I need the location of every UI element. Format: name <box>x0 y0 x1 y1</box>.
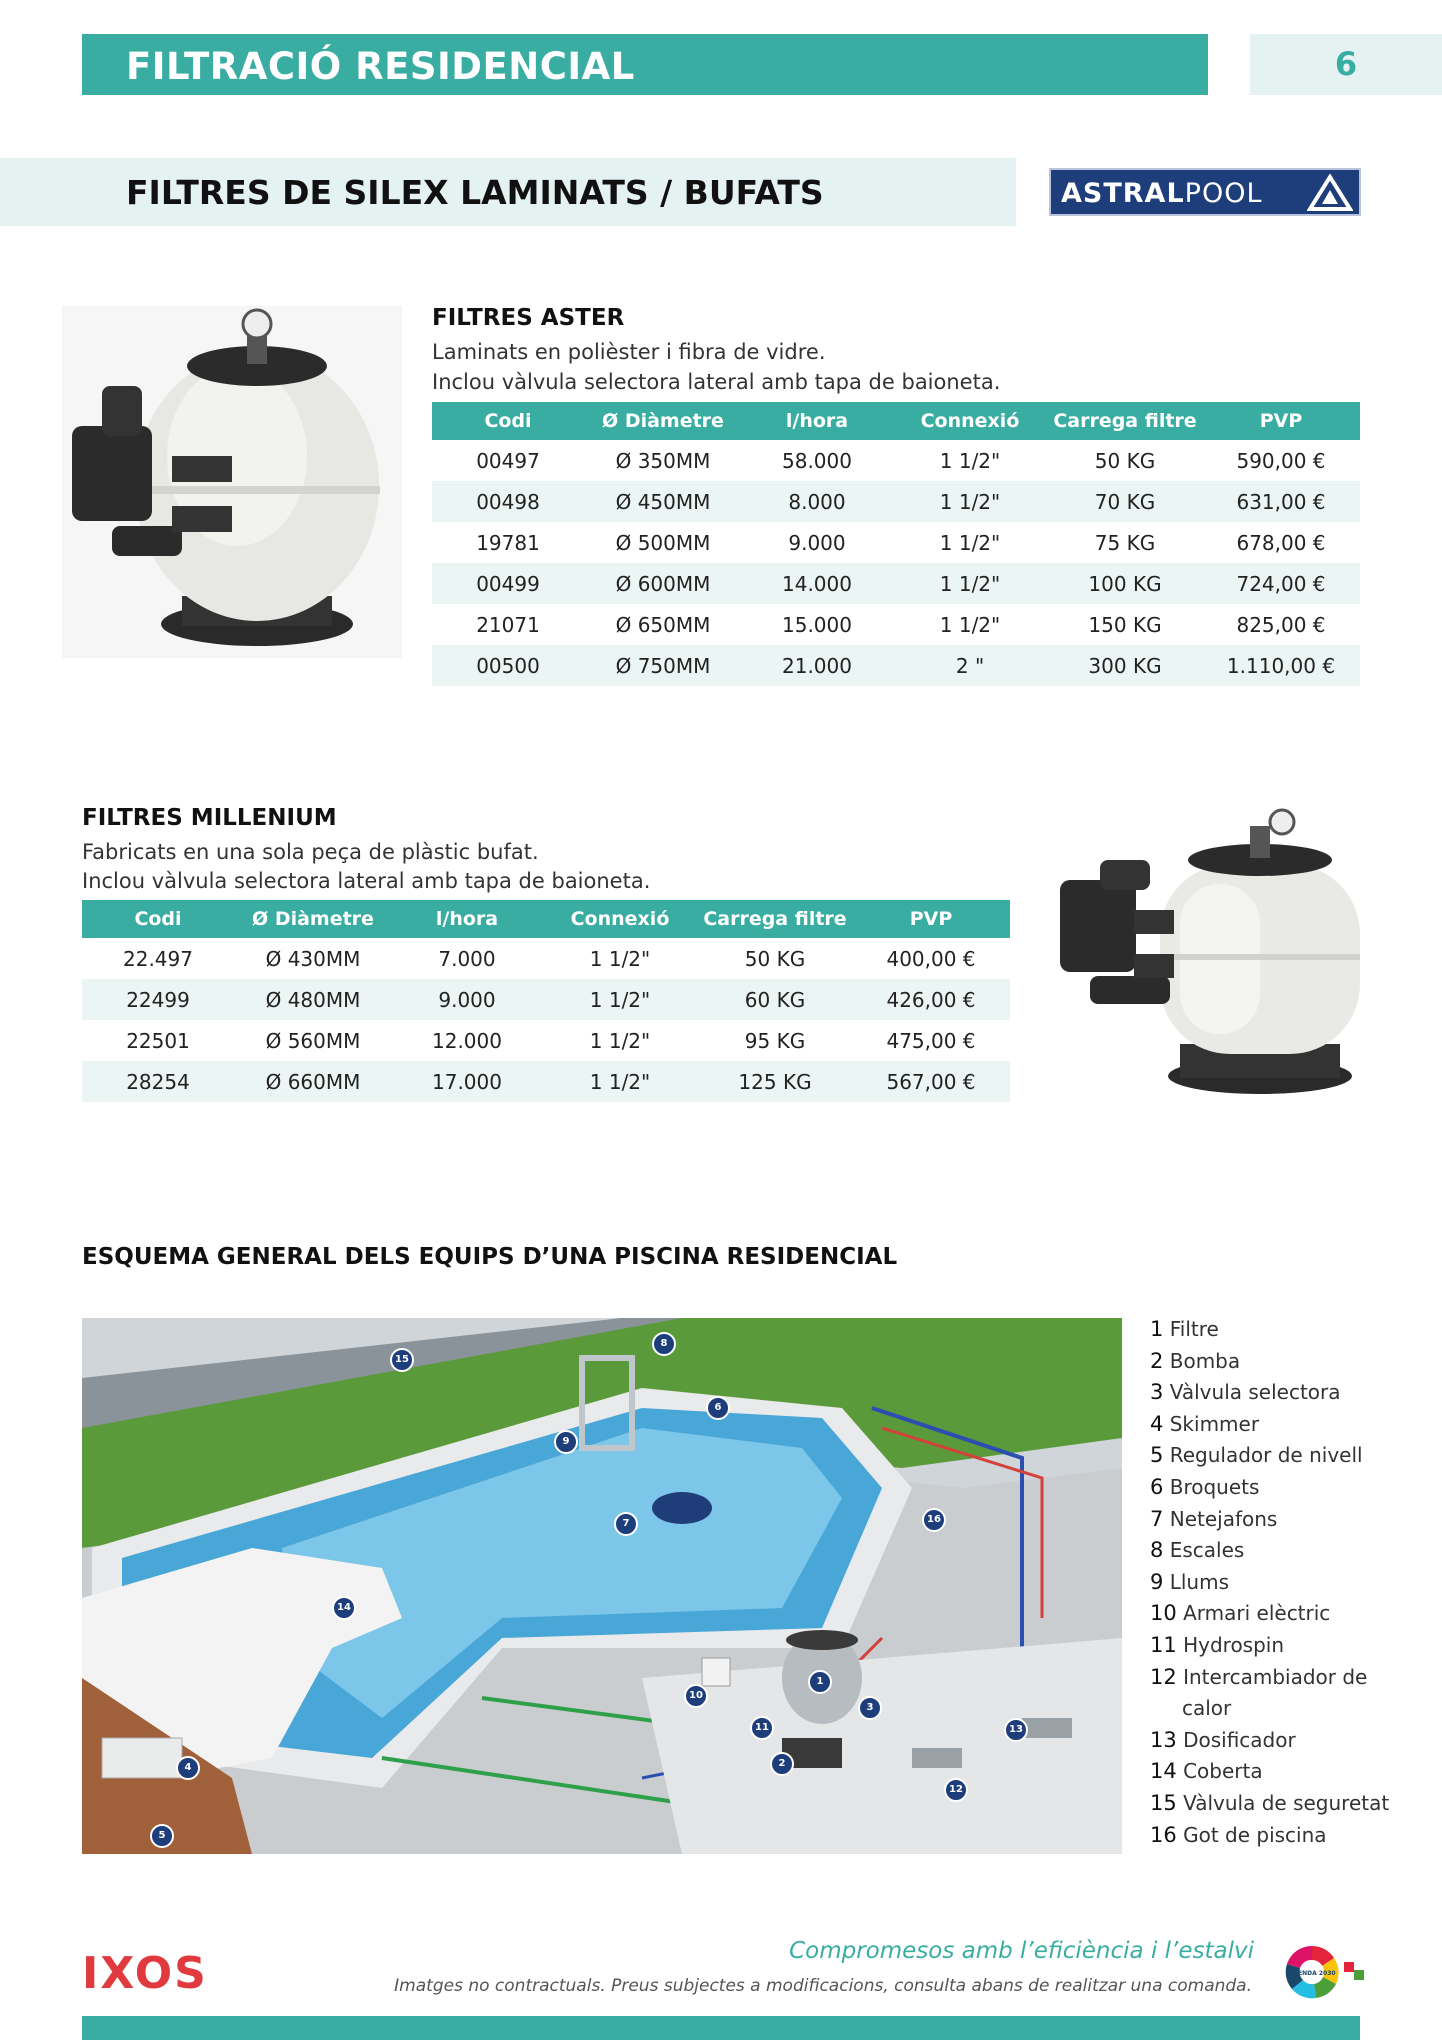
column-header-lhora: l/hora <box>392 900 542 938</box>
table-row <box>432 604 1360 645</box>
cell-carrega: 60 KG <box>698 979 852 1020</box>
legend-number: 6 <box>1150 1474 1164 1499</box>
millenium-filter-image <box>1050 804 1380 1104</box>
cell-pvp: 825,00 € <box>1236 612 1326 637</box>
cell-carrega: 150 KG <box>1088 612 1162 637</box>
scheme-marker: 11 <box>750 1716 774 1740</box>
cell-connexio: 2 " <box>892 645 1048 686</box>
table-row <box>82 938 1010 979</box>
cell-pvp: 1.110,00 € <box>1202 645 1360 686</box>
table-row <box>432 481 1360 522</box>
column-header-codi: Codi <box>432 402 584 440</box>
legend-label: calor <box>1182 1696 1232 1721</box>
scheme-marker: 10 <box>684 1684 708 1708</box>
scheme-title: ESQUEMA GENERAL DELS EQUIPS D’UNA PISCINA RESIDENCIAL <box>82 1244 898 1270</box>
column-header-diametre: Ø Diàmetre <box>234 900 392 938</box>
cell-connexio: 1 1/2" <box>589 946 651 971</box>
legend-number: 4 <box>1150 1411 1164 1436</box>
agenda-2030-logo <box>1280 1940 1364 2008</box>
legend-item <box>1150 1567 1389 1599</box>
scheme-marker: 8 <box>652 1332 676 1356</box>
pool-scheme-illustration <box>82 1318 1122 1854</box>
scheme-marker: 13 <box>1004 1718 1028 1742</box>
scheme-marker: 7 <box>614 1512 638 1536</box>
cell-carrega: 50 KG <box>1094 448 1156 473</box>
cell-connexio: 1 1/2" <box>939 612 1001 637</box>
cell-connexio: 1 1/2" <box>939 530 1001 555</box>
legend-label: Got de piscina <box>1183 1822 1327 1847</box>
cell-codi: 00499 <box>432 563 584 604</box>
legend-label: Hydrospin <box>1183 1632 1285 1657</box>
aster-title: FILTRES ASTER <box>432 305 625 331</box>
aster-table <box>432 402 1360 686</box>
legend-label: Bomba <box>1169 1348 1241 1373</box>
cell-codi: 19781 <box>476 530 540 555</box>
cell-lhora: 17.000 <box>392 1061 542 1102</box>
sdg-wheel-icon <box>1280 1940 1364 2004</box>
column-header-connexio: Connexió <box>542 900 698 938</box>
cell-carrega: 75 KG <box>1094 530 1156 555</box>
legend-item <box>1150 1377 1389 1409</box>
scheme-marker: 6 <box>706 1396 730 1420</box>
table-row <box>432 522 1360 563</box>
legend-item <box>1150 1440 1389 1472</box>
scheme-marker: 12 <box>944 1778 968 1802</box>
legend-number: 14 <box>1150 1759 1177 1784</box>
cell-carrega: 95 KG <box>744 1028 806 1053</box>
cell-carrega: 100 KG <box>1048 563 1202 604</box>
legend-item <box>1150 1630 1389 1662</box>
legend-number: 3 <box>1150 1380 1164 1405</box>
cell-diametre: Ø 450MM <box>584 481 742 522</box>
legend-number: 16 <box>1150 1822 1177 1847</box>
cell-lhora: 58.000 <box>782 448 852 473</box>
scheme-marker: 4 <box>176 1756 200 1780</box>
footer-disclaimer: Imatges no contractuals. Preus subjectes a modificacions, consulta abans de realitzar una comanda. <box>394 1976 1252 1996</box>
sdg-label: AGENDA 2030 <box>1288 1970 1336 1977</box>
scheme-marker: 16 <box>922 1508 946 1532</box>
column-header-connexio: Connexió <box>892 402 1048 440</box>
brand-bold: ASTRAL <box>1061 178 1185 209</box>
cell-lhora: 21.000 <box>742 645 892 686</box>
table-row <box>82 1061 1010 1102</box>
cell-lhora: 7.000 <box>438 946 496 971</box>
legend-label: Llums <box>1169 1569 1230 1594</box>
cell-lhora: 9.000 <box>392 979 542 1020</box>
legend-number: 5 <box>1150 1443 1164 1468</box>
table-row <box>432 440 1360 481</box>
cell-connexio: 1 1/2" <box>542 1061 698 1102</box>
table-row <box>82 1020 1010 1061</box>
cell-carrega: 70 KG <box>1048 481 1202 522</box>
cell-connexio: 1 1/2" <box>892 481 1048 522</box>
legend-label: Intercambiador de <box>1183 1664 1368 1689</box>
cell-codi: 00500 <box>432 645 584 686</box>
table-header-row <box>432 402 1360 440</box>
cell-connexio: 1 1/2" <box>892 563 1048 604</box>
cell-diametre: Ø 480MM <box>234 979 392 1020</box>
cell-pvp: 475,00 € <box>886 1028 976 1053</box>
cell-codi: 22499 <box>82 979 234 1020</box>
scheme-marker: 1 <box>808 1670 832 1694</box>
table-row <box>82 979 1010 1020</box>
legend-item <box>1150 1662 1389 1694</box>
legend-label: Vàlvula selectora <box>1169 1380 1341 1405</box>
cell-pvp: 678,00 € <box>1236 530 1326 555</box>
cell-codi: 28254 <box>82 1061 234 1102</box>
cell-carrega: 50 KG <box>744 946 806 971</box>
legend-number: 9 <box>1150 1569 1164 1594</box>
legend-number: 1 <box>1150 1317 1164 1341</box>
scheme-marker: 3 <box>858 1696 882 1720</box>
legend-label: Broquets <box>1169 1474 1260 1499</box>
ixos-logo: IXOS <box>82 1948 208 1999</box>
column-header-pvp: PVP <box>852 900 1010 938</box>
cell-carrega: 125 KG <box>698 1061 852 1102</box>
legend-label: Armari elèctric <box>1183 1601 1331 1626</box>
legend-label: Coberta <box>1183 1759 1263 1784</box>
cell-connexio: 1 1/2" <box>939 448 1001 473</box>
header-bar <box>82 34 1208 95</box>
cell-diametre: Ø 560MM <box>265 1028 361 1053</box>
cell-diametre: Ø 660MM <box>234 1061 392 1102</box>
legend-label: Netejafons <box>1169 1506 1278 1531</box>
scheme-marker: 14 <box>332 1596 356 1620</box>
legend-label: Escales <box>1169 1538 1245 1563</box>
cell-lhora: 8.000 <box>742 481 892 522</box>
cell-codi: 22501 <box>126 1028 190 1053</box>
pool-scheme-drawing <box>82 1318 1122 1854</box>
table-row <box>432 563 1360 604</box>
legend-item <box>1150 1409 1389 1441</box>
page-number-box <box>1250 34 1442 95</box>
legend-number: 15 <box>1150 1790 1177 1815</box>
page-number: 6 <box>1334 45 1358 83</box>
astralpool-triangle-icon <box>1307 174 1353 212</box>
legend-item <box>1150 1693 1389 1725</box>
cell-codi: 21071 <box>476 612 540 637</box>
cell-codi: 22.497 <box>123 946 193 971</box>
legend-item <box>1150 1756 1389 1788</box>
legend-number: 12 <box>1150 1664 1177 1689</box>
cell-diametre: Ø 750MM <box>584 645 742 686</box>
legend-item <box>1150 1472 1389 1504</box>
table-header-row <box>82 900 1010 938</box>
scheme-legend <box>1150 1314 1389 1851</box>
legend-number: 13 <box>1150 1727 1177 1752</box>
column-header-carrega: Carrega filtre <box>698 900 852 938</box>
cell-pvp: 426,00 € <box>852 979 1010 1020</box>
cell-diametre: Ø 600MM <box>584 563 742 604</box>
section-title: FILTRES DE SILEX LAMINATS / BUFATS <box>126 173 824 212</box>
legend-item <box>1150 1820 1389 1852</box>
millenium-desc-1: Fabricats en una sola peça de plàstic bufat. <box>82 840 539 864</box>
section-bar <box>0 158 1016 226</box>
aster-desc-2: Inclou vàlvula selectora lateral amb tapa de baioneta. <box>432 370 1001 394</box>
table-row <box>432 645 1360 686</box>
scheme-marker: 9 <box>554 1430 578 1454</box>
aster-filter-image <box>62 306 402 658</box>
legend-number: 8 <box>1150 1538 1164 1563</box>
cell-pvp: 590,00 € <box>1236 448 1326 473</box>
legend-number: 7 <box>1150 1506 1164 1531</box>
aster-desc-1: Laminats en polièster i fibra de vidre. <box>432 340 826 364</box>
page-title: FILTRACIÓ RESIDENCIAL <box>126 45 635 88</box>
legend-item <box>1150 1535 1389 1567</box>
legend-item <box>1150 1346 1389 1378</box>
legend-number: 2 <box>1150 1348 1164 1373</box>
legend-item <box>1150 1314 1389 1346</box>
cell-codi: 00498 <box>432 481 584 522</box>
cell-pvp: 631,00 € <box>1202 481 1360 522</box>
scheme-marker: 2 <box>770 1752 794 1776</box>
millenium-title: FILTRES MILLENIUM <box>82 805 337 831</box>
legend-item <box>1150 1725 1389 1757</box>
scheme-marker: 15 <box>390 1348 414 1372</box>
column-header-codi: Codi <box>82 900 234 938</box>
cell-pvp: 400,00 € <box>886 946 976 971</box>
cell-diametre: Ø 500MM <box>615 530 711 555</box>
cell-pvp: 567,00 € <box>852 1061 1010 1102</box>
cell-connexio: 1 1/2" <box>542 979 698 1020</box>
legend-label: Skimmer <box>1169 1411 1260 1436</box>
cell-carrega: 300 KG <box>1048 645 1202 686</box>
cell-connexio: 1 1/2" <box>589 1028 651 1053</box>
brand-light: POOL <box>1184 178 1263 209</box>
cell-diametre: Ø 430MM <box>265 946 361 971</box>
cell-diametre: Ø 350MM <box>615 448 711 473</box>
column-header-diametre: Ø Diàmetre <box>584 402 742 440</box>
column-header-carrega: Carrega filtre <box>1048 402 1202 440</box>
millenium-table <box>82 900 1010 1102</box>
cell-pvp: 724,00 € <box>1202 563 1360 604</box>
legend-label: Vàlvula de seguretat <box>1183 1790 1390 1815</box>
cell-diametre: Ø 650MM <box>615 612 711 637</box>
legend-label: Regulador de nivell <box>1169 1443 1363 1468</box>
cell-lhora: 9.000 <box>788 530 846 555</box>
legend-label: Dosificador <box>1183 1727 1296 1752</box>
cell-lhora: 15.000 <box>782 612 852 637</box>
footer-slogan: Compromesos amb l’eficiència i l’estalvi <box>789 1938 1254 1964</box>
legend-label: Filtre <box>1169 1317 1219 1341</box>
legend-item <box>1150 1504 1389 1536</box>
legend-number: 10 <box>1150 1601 1177 1626</box>
legend-number: 11 <box>1150 1632 1177 1657</box>
cell-lhora: 12.000 <box>432 1028 502 1053</box>
footer-bar <box>82 2016 1360 2040</box>
astralpool-logo <box>1049 168 1361 216</box>
legend-item <box>1150 1598 1389 1630</box>
scheme-marker: 5 <box>150 1824 174 1848</box>
cell-codi: 00497 <box>476 448 540 473</box>
cell-lhora: 14.000 <box>742 563 892 604</box>
legend-item <box>1150 1788 1389 1820</box>
column-header-pvp: PVP <box>1202 402 1360 440</box>
column-header-lhora: l/hora <box>742 402 892 440</box>
millenium-desc-2: Inclou vàlvula selectora lateral amb tapa de baioneta. <box>82 869 651 893</box>
